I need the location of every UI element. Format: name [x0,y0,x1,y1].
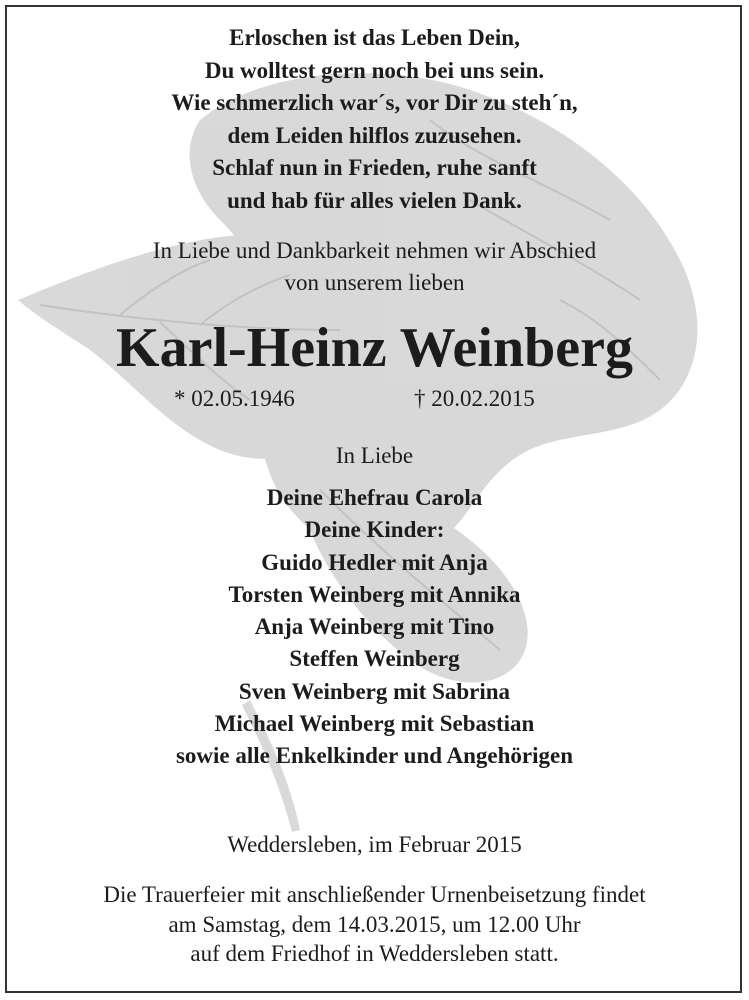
intro-line: von unserem lieben [284,270,465,295]
poem-line: Schlaf nun in Frieden, ruhe sanft [212,155,537,181]
family-member: Deine Kinder: [304,517,445,543]
funeral-line: am Samstag, dem 14.03.2015, um 12.00 Uhr [168,911,581,937]
memorial-poem [0,22,749,218]
place-and-date: Weddersleben, im Februar 2015 [227,832,522,857]
funeral-info [0,880,749,969]
intro-line: In Liebe und Dankbarkeit nehmen wir Abschied [152,238,597,263]
family-member: sowie alle Enkelkinder und Angehörigen [175,743,574,769]
family-member: Sven Weinberg mit Sabrina [238,678,511,704]
death-date: † 20.02.2015 [414,386,535,411]
family-member: Steffen Weinberg [289,646,460,672]
family-member: Anja Weinberg mit Tino [254,614,495,640]
poem-line: Du wolltest gern noch bei uns sein. [204,57,545,83]
family-member: Torsten Weinberg mit Annika [228,581,521,607]
poem-line: Erloschen ist das Leben Dein, [229,25,520,50]
birth-date: * 02.05.1946 [174,386,295,411]
funeral-line: Die Trauerfeier mit anschließender Urnenbeisetzung findet [103,882,646,907]
poem-line: Wie schmerzlich war´s, vor Dir zu steh´n, [171,90,578,116]
family-member: Deine Ehefrau Carola [266,485,483,510]
farewell-intro [0,235,749,299]
family-member: Michael Weinberg mit Sebastian [214,711,535,737]
deceased-name: Karl-Heinz Weinberg [116,317,633,379]
funeral-line: auf dem Friedhof in Weddersleben statt. [190,941,559,966]
poem-line: dem Leiden hilflos zuzusehen. [227,122,522,148]
in-love-label: In Liebe [335,443,414,468]
family-list [0,482,749,773]
family-member: Guido Hedler mit Anja [261,549,488,575]
poem-line: und hab für alles vielen Dank. [227,187,522,213]
